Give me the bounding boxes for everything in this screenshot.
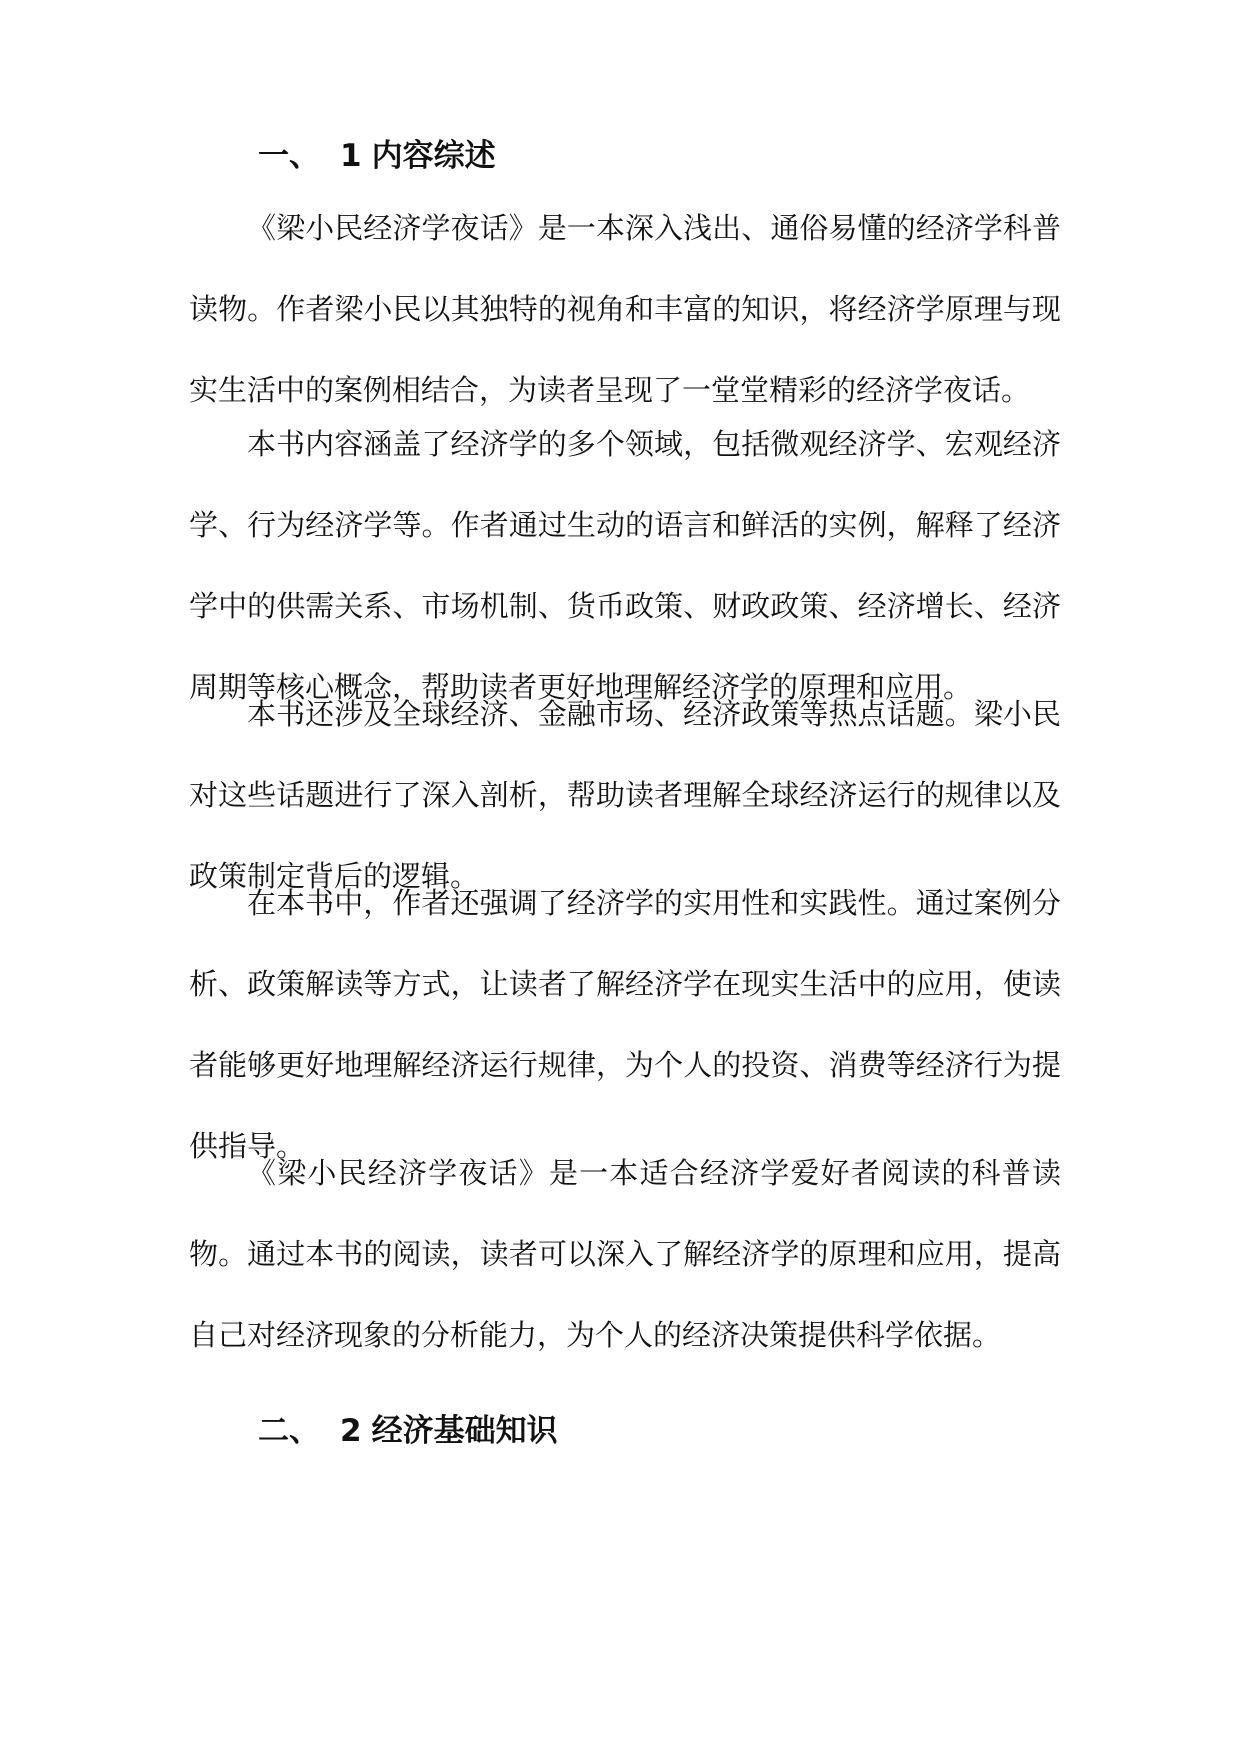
section-heading-1 — [258, 134, 496, 178]
section-heading-2 — [258, 1409, 558, 1453]
section-number: 一、 — [258, 138, 320, 174]
section-title: 经济基础知识 — [371, 1413, 558, 1449]
paragraph-5: 《梁小民经济学夜话》是一本适合经济学爱好者阅读的科普读物。通过本书的阅读，读者可以深入了解经济学的原理和应用，提高自己对经济现象的分析能力，为个人的经济决策提供科学依据。 — [189, 1156, 1061, 1352]
section-subnumber: 2 — [340, 1413, 362, 1449]
section-title: 内容综述 — [371, 138, 496, 174]
paragraph-4: 在本书中，作者还强调了经济学的实用性和实践性。通过案例分析、政策解读等方式，让读者了解经济学在现实生活中的应用，使读者能够更好地理解经济运行规律，为个人的投资、消费等经济行为提供指导。 — [189, 886, 1061, 1163]
paragraph-1: 《梁小民经济学夜话》是一本深入浅出、通俗易懂的经济学科普读物。作者梁小民以其独特的视角和丰富的知识，将经济学原理与现实生活中的案例相结合，为读者呈现了一堂堂精彩的经济学夜话。 — [189, 211, 1061, 407]
section-number: 二、 — [258, 1413, 320, 1449]
paragraph-2: 本书内容涵盖了经济学的多个领域，包括微观经济学、宏观经济学、行为经济学等。作者通过生动的语言和鲜活的实例，解释了经济学中的供需关系、市场机制、货币政策、财政政策、经济增长、经济周期等核心概念，帮助读者更好地理解经济学的原理和应用。 — [189, 427, 1061, 704]
section-subnumber: 1 — [340, 138, 362, 174]
paragraph-3: 本书还涉及全球经济、金融市场、经济政策等热点话题。梁小民对这些话题进行了深入剖析，帮助读者理解全球经济运行的规律以及政策制定背后的逻辑。 — [189, 697, 1061, 893]
